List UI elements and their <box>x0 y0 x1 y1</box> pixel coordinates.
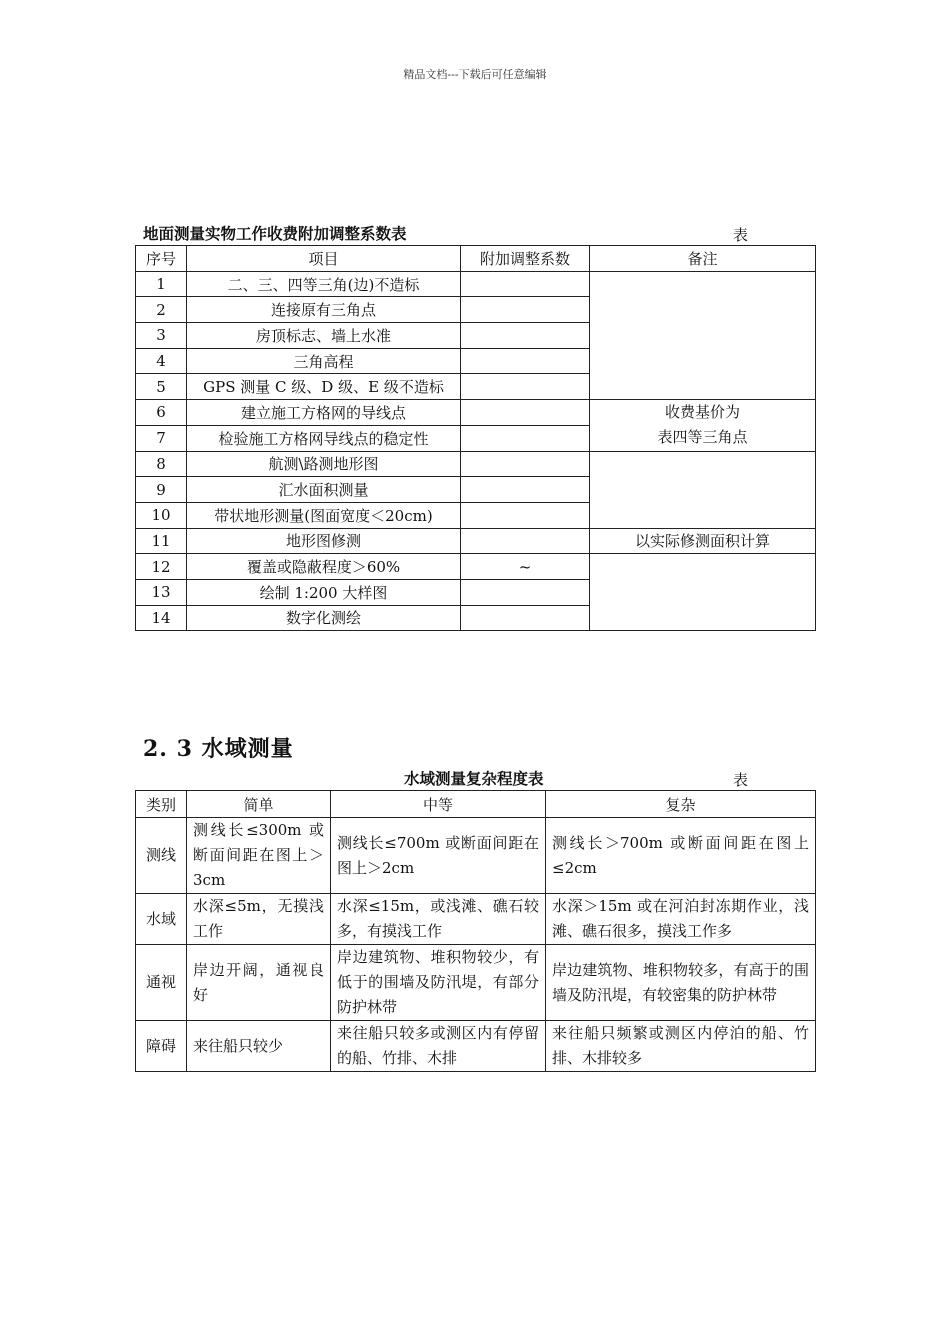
remark-cell-empty <box>590 271 816 399</box>
row-no: 6 <box>136 400 187 426</box>
row-coef <box>461 502 590 528</box>
table-row <box>136 554 816 580</box>
row-category: 测线 <box>136 818 187 894</box>
fee-adjustment-table <box>135 245 816 631</box>
row-coef <box>461 323 590 349</box>
row-item: 房顶标志、墙上水准 <box>187 323 461 349</box>
row-coef <box>461 605 590 631</box>
row-coef: ~ <box>461 554 590 580</box>
row-item: 三角高程 <box>187 348 461 374</box>
row-item: 绘制 1:200 大样图 <box>187 579 461 605</box>
row-medium: 水深≤15m，或浅滩、礁石较多，有摸浅工作 <box>331 894 546 945</box>
header-remark: 备注 <box>590 246 816 272</box>
table-row <box>136 528 816 554</box>
table1-title: 地面测量实物工作收费附加调整系数表 <box>143 224 407 243</box>
row-no: 12 <box>136 554 187 580</box>
row-item: 建立施工方格网的导线点 <box>187 400 461 426</box>
header-simple: 简单 <box>187 791 331 818</box>
row-item: 二、三、四等三角(边)不造标 <box>187 271 461 297</box>
table-row <box>136 1021 816 1072</box>
row-simple: 水深≤5m，无摸浅工作 <box>187 894 331 945</box>
row-complex: 测线长＞700m 或断面间距在图上≤2cm <box>546 818 816 894</box>
row-no: 10 <box>136 502 187 528</box>
row-simple: 测线长≤300m 或断面间距在图上＞3cm <box>187 818 331 894</box>
header-item: 项目 <box>187 246 461 272</box>
row-item: 检验施工方格网导线点的稳定性 <box>187 425 461 451</box>
row-coef <box>461 579 590 605</box>
table-header-row <box>136 791 816 818</box>
remark-line-2: 表四等三角点 <box>657 428 748 447</box>
row-coef <box>461 425 590 451</box>
table2-title: 水域测量复杂程度表 <box>404 769 544 788</box>
table-row <box>136 894 816 945</box>
table-row <box>136 400 816 426</box>
row-coef <box>461 528 590 554</box>
row-item: 汇水面积测量 <box>187 477 461 503</box>
header-complex: 复杂 <box>546 791 816 818</box>
remark-cell-empty <box>590 451 816 528</box>
row-category: 水域 <box>136 894 187 945</box>
row-coef <box>461 271 590 297</box>
table2-suffix: 表 <box>733 771 749 789</box>
row-item: 覆盖或隐蔽程度＞60% <box>187 554 461 580</box>
row-item: 数字化测绘 <box>187 605 461 631</box>
remark-line-1: 收费基价为 <box>664 403 740 422</box>
row-medium: 来往船只较多或测区内有停留的船、竹排、木排 <box>331 1021 546 1072</box>
remark-cell-empty <box>590 554 816 631</box>
row-complex: 水深＞15m 或在河泊封冻期作业，浅滩、礁石很多，摸浅工作多 <box>546 894 816 945</box>
table-row <box>136 945 816 1021</box>
table1-suffix: 表 <box>733 226 749 244</box>
row-no: 14 <box>136 605 187 631</box>
row-no: 3 <box>136 323 187 349</box>
row-item: GPS 测量 C 级、D 级、E 级不造标 <box>187 374 461 400</box>
page-header-note: 精品文档---下载后可任意编辑 <box>403 68 547 81</box>
row-no: 9 <box>136 477 187 503</box>
row-item: 地形图修测 <box>187 528 461 554</box>
row-no: 11 <box>136 528 187 554</box>
row-medium: 岸边建筑物、堆积物较少，有低于的围墙及防汛堤，有部分防护林带 <box>331 945 546 1021</box>
header-category: 类别 <box>136 791 187 818</box>
row-item: 航测\路测地形图 <box>187 451 461 477</box>
row-no: 5 <box>136 374 187 400</box>
row-item: 连接原有三角点 <box>187 297 461 323</box>
row-coef <box>461 451 590 477</box>
section-title: 2. 3 水域测量 <box>143 736 294 762</box>
remark-base-price <box>590 400 816 451</box>
row-simple: 来往船只较少 <box>187 1021 331 1072</box>
row-category: 障碍 <box>136 1021 187 1072</box>
table-header-row <box>136 246 816 272</box>
row-medium: 测线长≤700m 或断面间距在图上＞2cm <box>331 818 546 894</box>
table-row <box>136 451 816 477</box>
row-no: 8 <box>136 451 187 477</box>
row-item: 带状地形测量(图面宽度＜20cm) <box>187 502 461 528</box>
row-no: 2 <box>136 297 187 323</box>
row-simple: 岸边开阔，通视良好 <box>187 945 331 1021</box>
row-coef <box>461 400 590 426</box>
row-complex: 来往船只频繁或测区内停泊的船、竹排、木排较多 <box>546 1021 816 1072</box>
header-no: 序号 <box>136 246 187 272</box>
table-row <box>136 271 816 297</box>
row-coef <box>461 477 590 503</box>
row-no: 13 <box>136 579 187 605</box>
row-coef <box>461 374 590 400</box>
row-coef <box>461 348 590 374</box>
row-no: 4 <box>136 348 187 374</box>
row-no: 1 <box>136 271 187 297</box>
table-row <box>136 818 816 894</box>
row-complex: 岸边建筑物、堆积物较多，有高于的围墙及防汛堤，有较密集的防护林带 <box>546 945 816 1021</box>
row-category: 通视 <box>136 945 187 1021</box>
header-medium: 中等 <box>331 791 546 818</box>
header-coef: 附加调整系数 <box>461 246 590 272</box>
row-coef <box>461 297 590 323</box>
row-no: 7 <box>136 425 187 451</box>
remark-actual-area: 以实际修测面积计算 <box>590 528 816 554</box>
water-survey-complexity-table <box>135 790 816 1072</box>
